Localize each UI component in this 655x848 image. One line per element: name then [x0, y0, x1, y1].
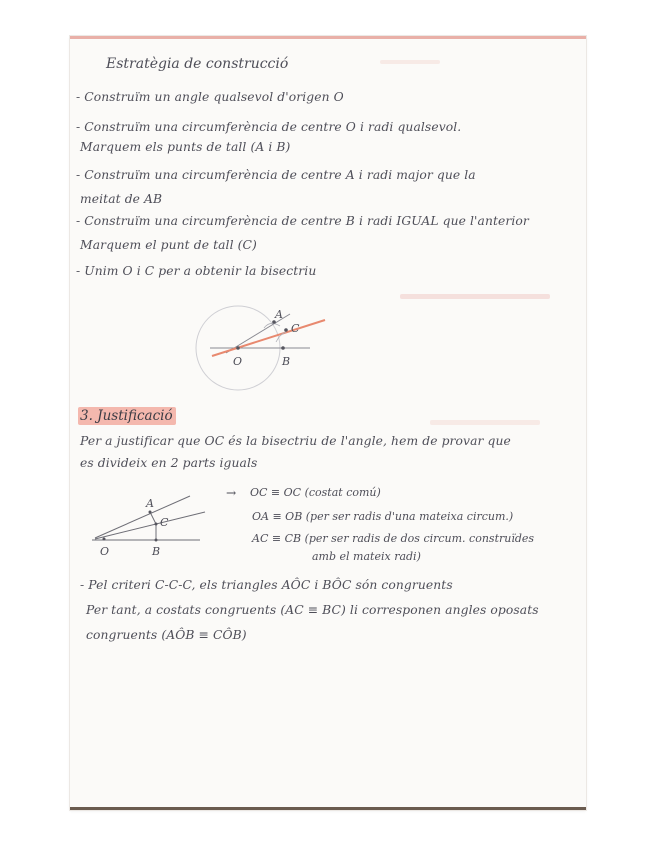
construction-step: - Construïm un angle qualsevol d'origen O [76, 90, 344, 104]
figure1-label-o: O [233, 355, 243, 368]
figure1-label-c: C [291, 322, 300, 335]
justification-intro: es divideix en 2 parts iguals [80, 456, 258, 470]
figure1-label-b: B [282, 355, 291, 368]
conclusion-line: - Pel criteri C-C-C, els triangles AÔC i BÔC són congruents [80, 578, 453, 592]
conclusion-line: congruents (AÔB ≡ CÔB) [86, 628, 247, 642]
justification-fact: amb el mateix radi) [312, 550, 421, 563]
figure1-label-a: A [275, 308, 283, 321]
justification-heading: 3. Justificació [80, 408, 173, 424]
figure2-label-o: O [100, 545, 110, 558]
construction-title: Estratègia de construcció [106, 56, 289, 72]
figure2-label-c: C [160, 516, 169, 529]
conclusion-line: Per tant, a costats congruents (AC ≡ BC) li corresponen angles oposats [86, 603, 539, 617]
construction-step: - Construïm una circumferència de centre O i radi qualsevol. [76, 120, 462, 134]
construction-step: meitat de AB [80, 192, 163, 206]
implication-arrow: → [226, 486, 237, 500]
construction-step: - Construïm una circumferència de centre B i radi IGUAL que l'anterior [76, 214, 529, 228]
figure2-label-a: A [146, 497, 154, 510]
justification-fact: OA ≡ OB (per ser radis d'una mateixa circum.) [252, 510, 514, 523]
justification-fact: AC ≡ CB (per ser radis de dos circum. construïdes [252, 532, 535, 545]
figure2-label-b: B [152, 545, 161, 558]
justification-fact: OC ≡ OC (costat comú) [250, 486, 381, 499]
justification-intro: Per a justificar que OC és la bisectriu de l'angle, hem de provar que [80, 434, 511, 448]
construction-step: - Construïm una circumferència de centre A i radi major que la [76, 168, 476, 182]
construction-step: Marquem el punt de tall (C) [80, 238, 257, 252]
construction-step: - Unim O i C per a obtenir la bisectriu [76, 264, 317, 278]
construction-step: Marquem els punts de tall (A i B) [80, 140, 291, 154]
